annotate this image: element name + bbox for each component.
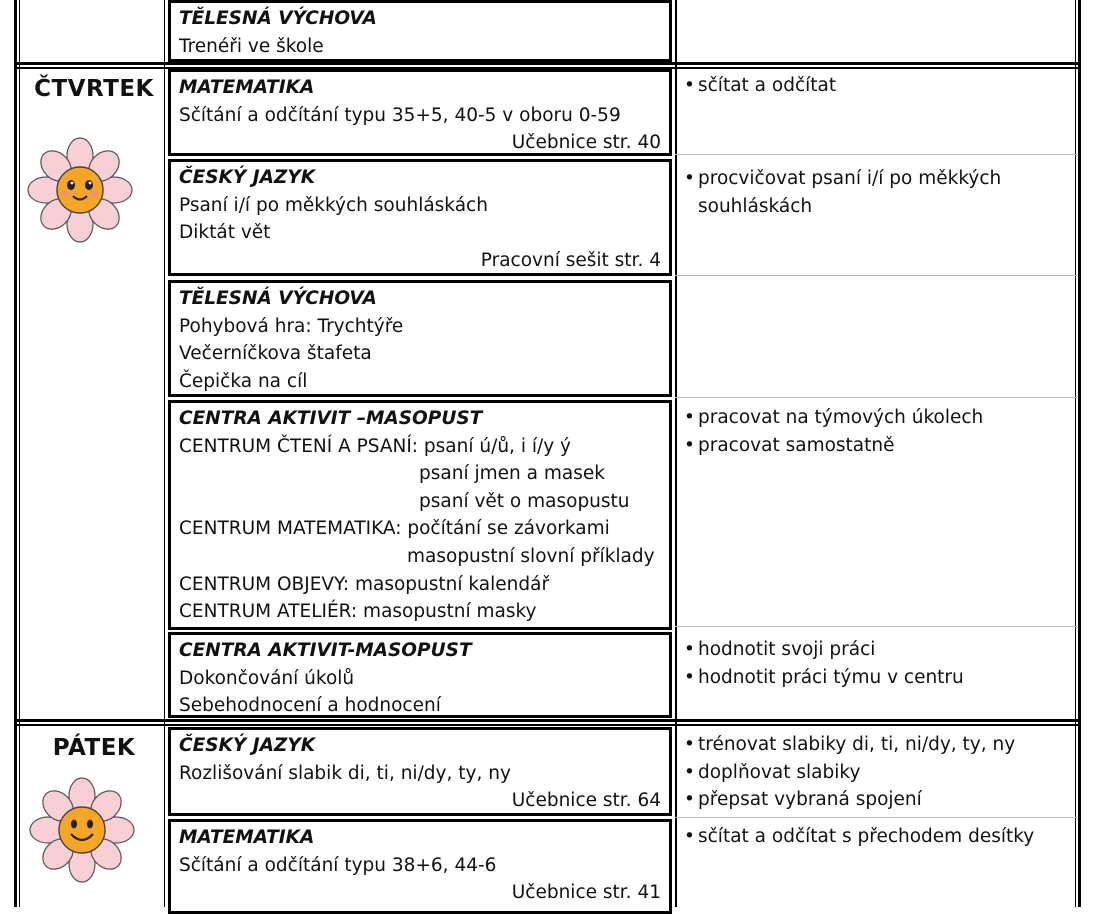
lesson-line: psaní jmen a masek [419,463,605,485]
page-reference: Učebnice str. 64 [511,790,661,812]
lesson-cell [168,0,672,62]
goal-item: • přepsat vybraná spojení [680,786,1075,814]
lesson-line: psaní vět o masopustu [419,490,630,512]
page-reference: Pracovní sešit str. 4 [480,249,661,271]
lesson-cell [168,727,672,816]
lesson-line: Trenéři ve škole [179,35,324,57]
lesson-line: CENTRUM ATELIÉR: masopustní masky [179,601,537,623]
lesson-subject: CENTRA AKTIVIT –MASOPUST [179,408,483,429]
lesson-line: CENTRUM MATEMATIKA: počítání se závorkami [179,518,610,540]
lesson-cell [168,632,672,718]
lesson-line: Diktát vět [179,222,271,244]
lesson-cell [168,69,672,156]
goal-row-line [675,626,1077,627]
goal-item: • hodnotit práci týmu v centru [680,664,1075,692]
goal-item: • doplňovat slabiky [680,759,1075,787]
page-reference: Učebnice str. 40 [511,132,661,154]
goal-item: • sčítat a odčítat s přechodem desítky [680,823,1075,851]
goal-item: • pracovat na týmových úkolech [680,404,1075,432]
goal-list [680,165,1020,220]
goal-list [680,404,1075,459]
day-column-divider [164,0,165,907]
goal-item: • procvičovat psaní i/í po měkkých souhláskách [680,165,1020,220]
lesson-line: Psaní i/í po měkkých souhláskách [179,194,488,216]
day-label-thursday: ČTVRTEK [34,76,154,102]
table-border-left-inner [19,0,20,907]
lesson-line: Dokončování úkolů [179,667,355,689]
goal-item: • trénovat slabiky di, ti, ni/dy, ty, ny [680,731,1075,759]
table-border-right-inner [1075,0,1076,907]
goal-row-line [675,397,1077,398]
lesson-line: Pohybová hra: Trychtýře [179,315,404,337]
lesson-subject: ČESKÝ JAZYK [179,167,316,188]
lesson-line: Čepička na cíl [179,370,308,392]
lesson-cell [168,280,672,397]
goal-list [680,731,1075,814]
lesson-line: masopustní slovní příklady [407,545,655,567]
smiling-flower-icon [28,776,136,884]
lesson-cell [168,400,672,630]
goal-list [680,636,1075,691]
lesson-subject: ČESKÝ JAZYK [179,735,316,756]
goal-row-line [675,275,1077,276]
table-border-left [14,0,17,907]
lesson-line: CENTRUM ČTENÍ A PSANÍ: psaní ú/ů, i í/y ý [179,435,571,457]
goal-column-divider [675,0,677,907]
lesson-line: Sebehodnocení a hodnocení [179,695,441,717]
lesson-cell [168,819,672,914]
goal-row-line [675,154,1077,155]
lesson-cell [168,159,672,276]
goal-row-line [675,817,1077,818]
goal-item: • pracovat samostatně [680,432,1075,460]
lesson-line: Rozlišování slabik di, ti, ni/dy, ty, ny [179,762,511,784]
day-label-friday: PÁTEK [52,735,136,761]
lesson-subject: MATEMATIKA [179,827,315,848]
goal-list [680,823,1075,851]
table-border-right [1078,0,1081,907]
goal-item: • hodnotit svoji práci [680,636,1075,664]
smiling-flower-icon [26,136,134,244]
section-separator-inner [14,724,1081,726]
lesson-line: Sčítání a odčítání typu 35+5, 40-5 v oboru 0-59 [179,104,621,126]
lesson-subject: TĚLESNÁ VÝCHOVA [179,288,377,309]
lesson-subject: MATEMATIKA [179,77,315,98]
lesson-line: CENTRUM OBJEVY: masopustní kalendář [179,573,550,595]
lesson-line: Večerníčkova štafeta [179,343,372,365]
goal-item: • sčítat a odčítat [680,72,1075,100]
lesson-line: Sčítání a odčítání typu 38+6, 44-6 [179,854,497,876]
lesson-subject: TĚLESNÁ VÝCHOVA [179,8,377,29]
page-reference: Učebnice str. 41 [511,882,661,904]
goal-list [680,72,1075,100]
lesson-subject: CENTRA AKTIVIT-MASOPUST [179,640,472,661]
section-separator [14,62,1081,65]
